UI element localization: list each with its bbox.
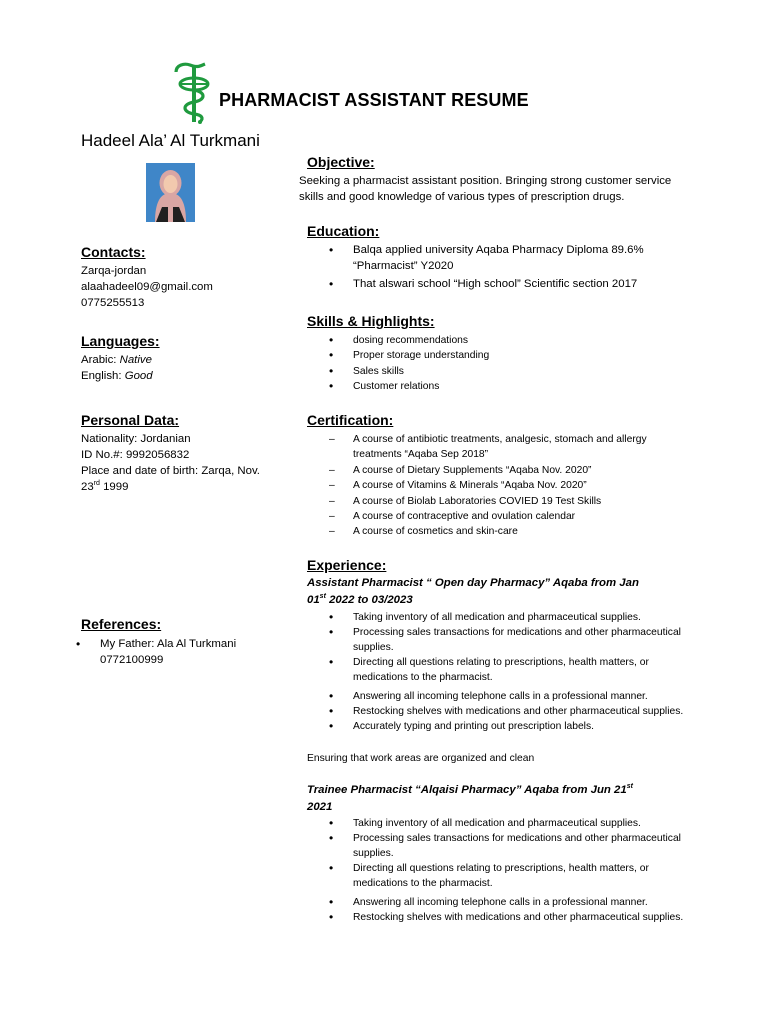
certification-item: – A course of Dietary Supplements “Aqaba Nov. 2020” (353, 463, 673, 478)
duty-item: • Processing sales transactions for medications and other pharmaceutical supplies. (353, 831, 693, 861)
certification-heading: Certification: (307, 412, 394, 428)
skills-list (353, 333, 489, 395)
skill-item: • Sales skills (353, 364, 489, 379)
duty-item: • Processing sales transactions for medications and other pharmaceutical supplies. (353, 625, 693, 655)
nationality: Nationality: Jordanian (81, 433, 191, 445)
certification-list (353, 432, 673, 540)
personal-data-block (81, 431, 296, 495)
job-1-note: Ensuring that work areas are organized and clean (307, 753, 535, 764)
certification-item: – A course of contraceptive and ovulation calendar (353, 509, 673, 524)
duty-item: • Directing all questions relating to prescriptions, health matters, or medications to the pharmacist. (353, 861, 693, 891)
contacts-heading: Contacts: (81, 244, 146, 260)
duty-item: • Answering all incoming telephone calls in a professional manner. (353, 895, 693, 910)
education-list (353, 242, 693, 292)
candidate-name: Hadeel Ala’ Al Turkmani (81, 131, 260, 150)
education-item: • Balqa applied university Aqaba Pharmacy Diploma 89.6% “Pharmacist” Y2020 (353, 242, 693, 274)
contact-phone: 0775255513 (81, 297, 145, 309)
references-heading: References: (81, 616, 162, 632)
languages-block (81, 352, 153, 384)
contacts-block (81, 263, 213, 311)
language-item: English: Good (81, 370, 153, 382)
skills-heading: Skills & Highlights: (307, 313, 435, 329)
duty-item: • Taking inventory of all medication and pharmaceutical supplies. (353, 610, 693, 625)
id-number: ID No.#: 9992056832 (81, 449, 190, 461)
duty-item: • Restocking shelves with medications and other pharmaceutical supplies. (353, 910, 693, 925)
languages-heading: Languages: (81, 333, 160, 349)
job-title-2: Trainee Pharmacist “Alqaisi Pharmacy” Aqaba from Jun 21st 2021 (307, 783, 633, 813)
skill-item: • Proper storage understanding (353, 348, 489, 363)
pharmacy-logo-icon (172, 62, 216, 124)
objective-text: Seeking a pharmacist assistant position. Bringing strong customer service skills and good knowledge of various types of prescription drugs. (299, 175, 672, 204)
objective-heading: Objective: (307, 154, 375, 170)
duty-item: • Directing all questions relating to prescriptions, health matters, or medications to the pharmacist. (353, 655, 693, 685)
certification-item: – A course of Biolab Laboratories COVIED 19 Test Skills (353, 494, 673, 509)
document-title: PHARMACIST ASSISTANT RESUME (219, 90, 529, 110)
education-item: • That alswari school “High school” Scientific section 2017 (353, 276, 693, 292)
duty-item: • Restocking shelves with medications and other pharmaceutical supplies. (353, 704, 693, 719)
contact-location: Zarqa-jordan (81, 265, 147, 277)
personal-data-heading: Personal Data: (81, 412, 180, 428)
job-title-1: Assistant Pharmacist “ Open day Pharmacy” Aqaba from Jan 01st 2022 to 03/2023 (307, 577, 639, 606)
education-heading: Education: (307, 223, 380, 239)
experience-heading: Experience: (307, 557, 387, 573)
certification-item: – A course of antibiotic treatments, analgesic, stomach and allergy treatments “Aqaba Sep 2018” (353, 432, 673, 463)
profile-photo (146, 163, 195, 222)
certification-item: – A course of Vitamins & Minerals “Aqaba Nov. 2020” (353, 478, 673, 493)
birth-date-cont: 23rd 1999 (81, 480, 129, 493)
job-2-duties (353, 816, 693, 925)
birth-place-date: Place and date of birth: Zarqa, Nov. (81, 465, 260, 477)
skill-item: • Customer relations (353, 379, 489, 394)
contact-email[interactable]: alaahadeel09@gmail.com (81, 281, 213, 293)
job-1-duties (353, 610, 693, 734)
duty-item: • Taking inventory of all medication and pharmaceutical supplies. (353, 816, 693, 831)
duty-item: • Accurately typing and printing out prescription labels. (353, 719, 693, 734)
skill-item: • dosing recommendations (353, 333, 489, 348)
reference-item: • My Father: Ala Al Turkmani 0772100999 (100, 636, 236, 668)
references-list (100, 636, 236, 668)
duty-item: • Answering all incoming telephone calls in a professional manner. (353, 689, 693, 704)
language-item: Arabic: Native (81, 354, 152, 366)
certification-item: – A course of cosmetics and skin-care (353, 524, 673, 539)
